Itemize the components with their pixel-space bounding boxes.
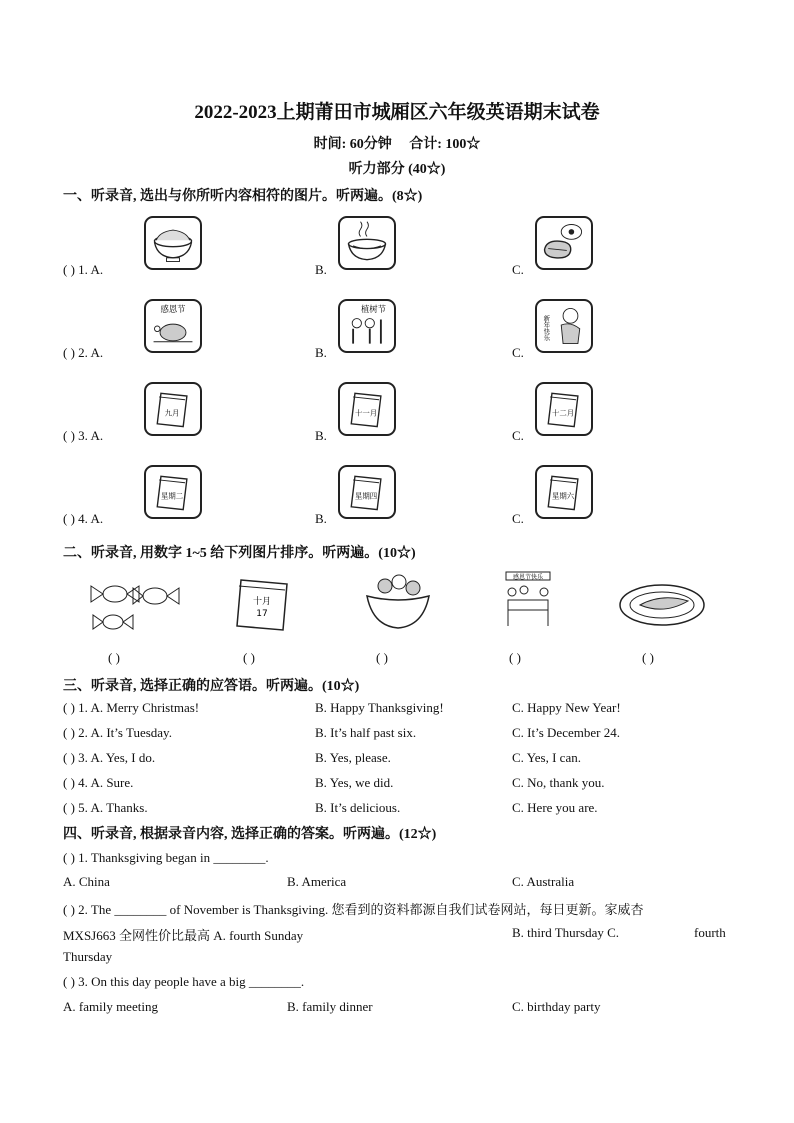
- s3-q3: ( ) 3. A. Yes, I do.: [63, 750, 156, 765]
- s4-q1-a: A. China: [63, 874, 110, 889]
- s4-q3-c: C. birthday party: [512, 999, 601, 1014]
- s4-q2-line2-c: fourth: [694, 925, 726, 940]
- s4-q3-a: A. family meeting: [63, 999, 158, 1014]
- calendar-icon: [338, 382, 396, 436]
- s1-q1-label: ( ) 1. A.: [63, 262, 104, 277]
- s3-q5-b: B. It’s delicious.: [315, 800, 401, 815]
- s1-q2-b: B.: [315, 345, 327, 360]
- s1-q2-label: ( ) 2. A.: [63, 345, 104, 360]
- family-dinner-icon: [498, 570, 558, 632]
- s4-q2: ( ) 2. The ________ of November is Thanksgiving. 您看到的资料都源自我们试卷网站，每日更新。家威杏: [63, 902, 644, 917]
- calendar-icon: [535, 465, 593, 519]
- s1-q4-b: B.: [315, 511, 327, 526]
- new-year-lion-dance-icon: [535, 299, 593, 353]
- tree-planting-day-icon: [338, 299, 396, 353]
- s2-blank-5[interactable]: ( ): [642, 650, 654, 665]
- calendar-month-text: 十一月: [354, 408, 378, 418]
- section2-heading: 二、听录音, 用数字 1~5 给下列图片排序。听两遍。(10☆): [63, 546, 416, 561]
- thanksgiving-label: 感恩节: [160, 304, 186, 315]
- s1-q3-label: ( ) 3. A.: [63, 428, 104, 443]
- s3-q2: ( ) 2. A. It’s Tuesday.: [63, 725, 172, 740]
- s3-q2-b: B. It’s half past six.: [315, 725, 417, 740]
- s3-q3-c: C. Yes, I can.: [512, 750, 581, 765]
- s2-blank-4[interactable]: ( ): [509, 650, 521, 665]
- tree-planting-label: 植树节: [360, 304, 386, 315]
- calendar-icon: [535, 382, 593, 436]
- s3-q1: ( ) 1. A. Merry Christmas!: [63, 700, 200, 715]
- calendar-october-day: 17: [256, 609, 268, 619]
- time-limit: 时间: 60分钟: [313, 137, 392, 152]
- thanksgiving-turkey-icon: [144, 299, 202, 353]
- s1-q3-c: C.: [512, 428, 524, 443]
- s3-q1-b: B. Happy Thanksgiving!: [315, 700, 444, 715]
- calendar-icon: [144, 465, 202, 519]
- s3-q4-b: B. Yes, we did.: [315, 775, 394, 790]
- s2-blank-1[interactable]: ( ): [108, 650, 120, 665]
- candy-icon: [85, 572, 185, 634]
- s1-q1-c: C.: [512, 262, 524, 277]
- happy-new-year-label: 新年快乐: [542, 314, 551, 341]
- s4-q1: ( ) 1. Thanksgiving began in ________.: [63, 850, 269, 865]
- s3-q5-c: C. Here you are.: [512, 800, 598, 815]
- section1-heading: 一、听录音, 选出与你所听内容相符的图片。听两遍。(8☆): [63, 189, 423, 204]
- s3-q1-c: C. Happy New Year!: [512, 700, 621, 715]
- s4-q1-b: B. America: [287, 874, 347, 889]
- calendar-day-text: 星期四: [354, 491, 378, 501]
- s3-q4: ( ) 4. A. Sure.: [63, 775, 134, 790]
- s1-q1-b: B.: [315, 262, 327, 277]
- calendar-month-text: 九月: [164, 408, 180, 418]
- family-dinner-banner: 感恩节快乐: [512, 574, 544, 581]
- calendar-icon: [338, 465, 396, 519]
- s1-q2-c: C.: [512, 345, 524, 360]
- exam-meta: [0, 133, 794, 153]
- section3-heading: 三、听录音, 选择正确的应答语。听两遍。(10☆): [63, 679, 360, 694]
- s3-q4-c: C. No, thank you.: [512, 775, 605, 790]
- s4-q2-line3: Thursday: [63, 949, 113, 964]
- calendar-october-month: 十月: [252, 597, 272, 607]
- calendar-day-text: 星期二: [160, 491, 184, 501]
- calendar-month-text: 十二月: [551, 408, 575, 418]
- steak-icon: [535, 216, 593, 270]
- calendar-icon: [144, 382, 202, 436]
- s4-q3-b: B. family dinner: [287, 999, 373, 1014]
- fruit-salad-icon: [363, 570, 433, 632]
- listening-part-title: 听力部分 (40☆): [348, 162, 446, 177]
- total-score: 合计: 100☆: [409, 137, 481, 152]
- s2-blank-3[interactable]: ( ): [376, 650, 388, 665]
- s3-q2-c: C. It’s December 24.: [512, 725, 620, 740]
- s1-q4-c: C.: [512, 511, 524, 526]
- exam-title: 2022-2023上期莆田市城厢区六年级英语期末试卷: [194, 102, 600, 123]
- calendar-october-icon: [233, 572, 293, 634]
- s4-q2-line2-b: B. third Thursday C.: [512, 925, 620, 940]
- s3-q3-b: B. Yes, please.: [315, 750, 391, 765]
- noodle-soup-icon: [338, 216, 396, 270]
- section4-heading: 四、听录音, 根据录音内容, 选择正确的答案。听两遍。(12☆): [63, 827, 437, 842]
- s1-q3-b: B.: [315, 428, 327, 443]
- s3-q5: ( ) 5. A. Thanks.: [63, 800, 148, 815]
- rice-bowl-icon: [144, 216, 202, 270]
- calendar-day-text: 星期六: [551, 491, 575, 501]
- s4-q1-c: C. Australia: [512, 874, 575, 889]
- corn-plate-icon: [618, 575, 706, 630]
- s4-q2-line2-a: MXSJ663 全网性价比最高 A. fourth Sunday: [63, 928, 304, 943]
- s4-q3: ( ) 3. On this day people have a big ________.: [63, 974, 305, 989]
- s1-q4-label: ( ) 4. A.: [63, 511, 104, 526]
- s2-blank-2[interactable]: ( ): [243, 650, 255, 665]
